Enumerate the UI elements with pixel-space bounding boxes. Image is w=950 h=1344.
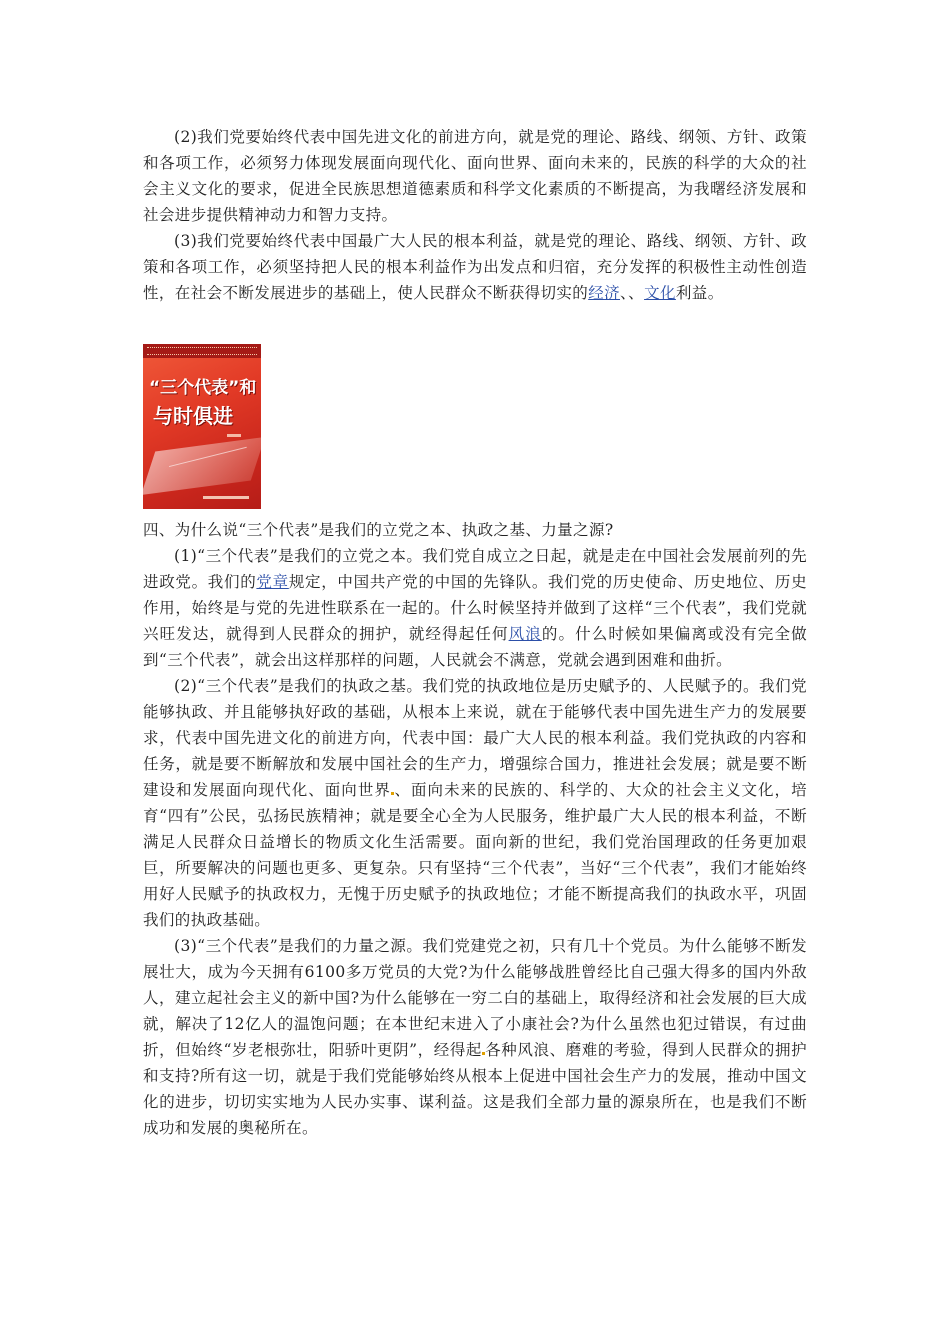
book-title-line1: “三个代表”和 xyxy=(149,378,257,398)
paragraph-text: (3)“三个代表”是我们的力量之源。我们党建党之初，只有几十个党员。为什么能够不断发展壮大，成为今天拥有6100多万党员的大党?为什么能够战胜曾经比自己强大得多的国内外敌人，建立起社会主义的新中国?为什么能够在一穷二白的基础上，取得经济和社会发展的巨大成就，解决了12亿人的温饱问题；在本世纪末进入了小康社会?为什么虽然也犯过错误，有过曲折，但始终“岁老根弥壮，阳骄叶更阴”，经得起 xyxy=(143,937,807,1059)
paragraph-text: 规定，中国共产党的中国的先锋队。我们党的历史使命、历史地位、历史作用，始终是与党的先进性联系在一起的。什么时候坚持并做到了这样“三个代表”，我们党就兴旺发达，就得到人民群众的拥护，就经得起任何 xyxy=(143,573,807,643)
paragraph-founding-basis xyxy=(143,543,807,673)
link-party-constitution[interactable]: 党章 xyxy=(256,573,289,591)
document-page xyxy=(143,124,807,1141)
paragraph-text: 各种风浪、磨难的考验，得到人民群众的拥护和支持?所有这一切，就是于我们党能够始终从根本上促进中国社会生产力的发展，推动中国文化的进步，切切实实地为人民办实事、谋利益。这是我们全部力量的源泉所在，也是我们不断成功和发展的奥秘所在。 xyxy=(143,1041,807,1137)
book-cover-image xyxy=(143,344,261,509)
paragraph-text: (2)我们党要始终代表中国先进文化的前进方向，就是党的理论、路线、纲领、方针、政策和各项工作，必须努力体现发展面向现代化、面向世界、面向未来的，民族的科学的大众的社会主义文化的要求，促进全民族思想道德素质和科学文化素质的不断提高，为我曙经济发展和社会进步提供精神动力和智力支持。 xyxy=(143,128,807,224)
paragraph-text: 利益。 xyxy=(675,284,724,302)
paragraph-text: (1)“三个代表”是我们的立党之本。我们党自成立之日起，就是走在中国社会发展前列的先进政党。我们的 xyxy=(143,547,807,591)
paragraph-fundamental-interests xyxy=(143,228,807,306)
paragraph-text: 、、 xyxy=(620,284,645,302)
paragraph-advanced-culture xyxy=(143,124,807,228)
link-storm[interactable]: 风浪 xyxy=(508,625,542,643)
paragraph-text: 的。什么时候如果偏离或没有完全做到“三个代表”，就会出这样那样的问题，人民就会不满意，党就会遇到困难和曲折。 xyxy=(143,625,808,669)
link-economy[interactable]: 经济 xyxy=(588,284,621,302)
link-culture[interactable]: 文化 xyxy=(644,284,676,302)
paragraph-text: 、面向未来的民族的、科学的、大众的社会主义文化，培育“四有”公民，弘扬民族精神；就是要全心全为人民服务，维护最广大人民的根本利益，不断满足人民群众日益增长的物质文化生活需要。面向新的世纪，我们党治国理政的任务更加艰巨，所要解决的问题也更多、更复杂。只有坚持“三个代表”，当好“三个代表”，我们才能始终用好人民赋予的执政权力，无愧于历史赋予的执政地位；才能不断提高我们的执政水平，巩固我们的执政基础。 xyxy=(143,781,807,929)
book-band-decoration xyxy=(147,347,257,355)
section-heading: 四、为什么说“三个代表”是我们的立党之本、执政之基、力量之源? xyxy=(143,521,614,539)
book-title-line2: 与时俱进 xyxy=(153,404,233,428)
book-author-mark xyxy=(227,434,241,437)
paragraph-source-of-strength xyxy=(143,933,807,1141)
paragraph-text: (3)我们党要始终代表中国最广大人民的根本利益，就是党的理论、路线、纲领、方针、政策和各项工作，必须坚持把人民的根本利益作为出发点和归宿，充分发挥的积极性主动性创造性，在社会不断发展进步的基础上，使人民群众不断获得切实的 xyxy=(143,232,807,302)
paragraph-text: (2)“三个代表”是我们的执政之基。我们党的执政地位是历史赋予的、人民赋予的。我们党能够执政、并且能够执好政的基础，从根本上来说，就在于能够代表中国先进生产力的发展要求，代表中国先进文化的前进方向，代表中国：最广大人民的根本利益。我们党执政的内容和任务，就是要不断解放和发展中国社会的生产力，增强综合国力，推进社会发展；就是要不断建设和发展面向现代化、面向世界 xyxy=(143,677,807,799)
book-publisher-mark xyxy=(203,496,249,499)
paragraph-governing-foundation xyxy=(143,673,807,933)
